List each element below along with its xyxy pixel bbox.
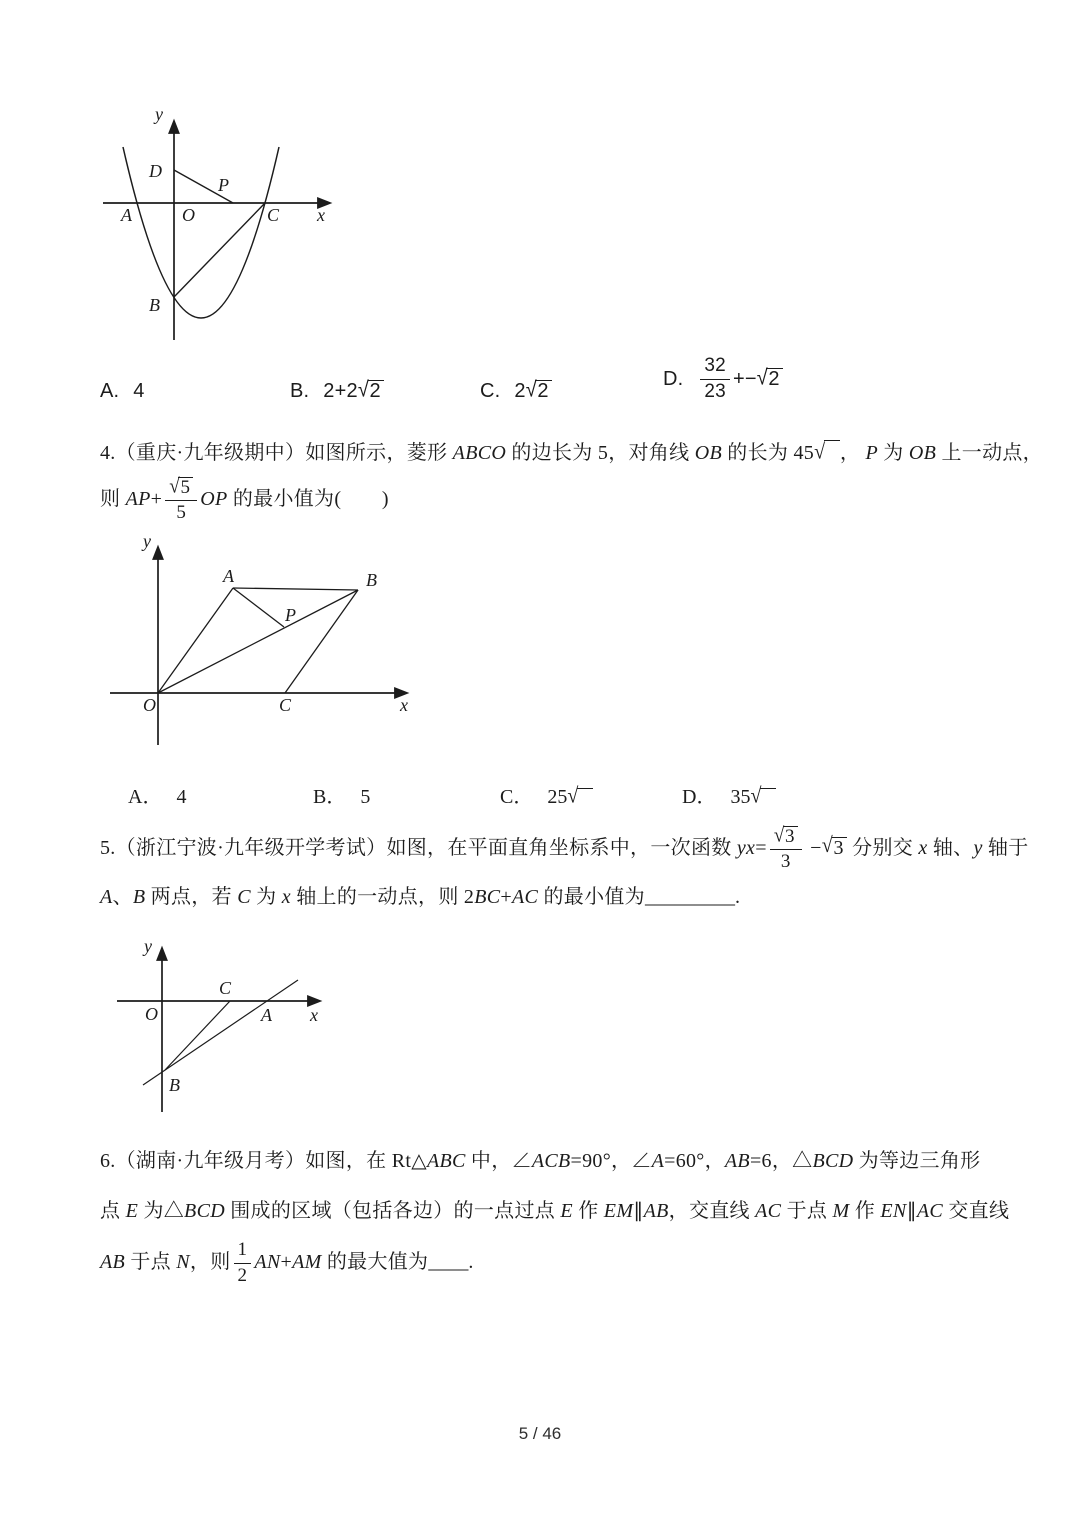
option-3A-label: A. — [100, 380, 120, 402]
math-var: A — [651, 1150, 665, 1172]
label-C: C — [219, 978, 232, 998]
option-4B-label: B． — [313, 786, 347, 808]
sqrt-expression — [756, 365, 783, 391]
question-5-line-2 — [100, 882, 740, 912]
label-A: A — [261, 1005, 272, 1025]
text-run: = — [755, 837, 767, 859]
option-4B-value: 5 — [360, 786, 371, 808]
question-5-line-1 — [100, 818, 1029, 878]
math-var: N — [176, 1251, 190, 1273]
option-3C — [480, 380, 552, 403]
text-run: 5.（浙江宁波·九年级开学考试）如图，在平面直角坐标系中，一次函数 — [100, 837, 737, 859]
label-B: B — [149, 295, 160, 315]
option-3B-label: B. — [290, 380, 310, 402]
segment-OA — [158, 588, 233, 693]
text-run: ，交直线 — [668, 1200, 756, 1222]
math-var: C — [237, 886, 251, 908]
segment-AB — [233, 588, 358, 590]
label-y: y — [143, 531, 151, 551]
text-run: ， — [839, 442, 866, 464]
text-run: 、 — [112, 886, 133, 908]
text-run: 作 — [572, 1200, 604, 1222]
option-4C — [500, 780, 593, 809]
math-var: x — [281, 886, 291, 908]
math-var: B — [132, 886, 146, 908]
math-var: EM — [603, 1200, 634, 1222]
text-run: 于点 — [125, 1251, 177, 1273]
fraction-numerator: 32 — [700, 356, 730, 380]
option-3C-label: C. — [480, 380, 501, 402]
answer-blank: _________ — [644, 886, 735, 908]
math-var: ABCO — [452, 442, 507, 464]
figure-parabola — [93, 100, 345, 348]
math-var: M — [832, 1200, 850, 1222]
label-O: O — [182, 205, 195, 225]
option-4C-label: C． — [500, 786, 534, 808]
text-run: 的最大值为 — [321, 1251, 429, 1273]
text-run: =60°， — [664, 1150, 725, 1172]
text-run: + — [280, 1251, 293, 1273]
radicand: 2 — [368, 380, 384, 402]
radicand: 2 — [535, 380, 551, 402]
radical-vinculum — [760, 788, 776, 806]
sqrt-expression — [526, 380, 552, 403]
option-4C-coef: 25 — [547, 786, 568, 808]
radicand: 5 — [178, 477, 193, 498]
fraction-denominator: 23 — [704, 380, 726, 402]
text-run: − — [804, 837, 822, 859]
fraction-denominator: 2 — [237, 1264, 248, 1286]
math-var: BC — [474, 886, 501, 908]
text-run: 交直线 — [943, 1200, 1010, 1222]
radical-sign: √ — [525, 378, 537, 402]
label-B: B — [169, 1075, 180, 1095]
math-var: AB — [724, 1150, 750, 1172]
text-run: 6.（湖南·九年级月考）如图，在 Rt△ — [100, 1150, 427, 1172]
text-run: 的边长为 5，对角线 — [506, 442, 695, 464]
label-x: x — [310, 1005, 318, 1025]
text-run: 作 — [849, 1200, 881, 1222]
option-4B — [313, 780, 370, 809]
math-var: AB — [643, 1200, 669, 1222]
option-4D-label: D． — [682, 786, 717, 808]
option-3D — [663, 356, 783, 402]
label-C: C — [279, 695, 292, 715]
math-var: OB — [908, 442, 937, 464]
fraction-denominator: 5 — [176, 502, 187, 524]
option-3A-value: 4 — [133, 380, 145, 402]
math-var: E — [560, 1200, 573, 1222]
label-B: B — [366, 570, 377, 590]
math-var: y — [973, 837, 983, 859]
text-run: 为等边三角形 — [853, 1150, 981, 1172]
math-var: P — [865, 442, 878, 464]
option-3A — [100, 380, 145, 403]
text-run: 为△ — [138, 1200, 185, 1222]
math-var: ABC — [426, 1150, 466, 1172]
math-var: OP — [200, 488, 228, 510]
math-var: AN — [254, 1251, 281, 1273]
option-4A-label: A． — [128, 786, 163, 808]
radical-sign: √ — [821, 833, 834, 858]
radical-sign: √ — [814, 439, 826, 464]
fraction-denominator: 3 — [780, 851, 791, 873]
radical-vinculum — [824, 440, 840, 458]
text-run: ∥ — [633, 1200, 644, 1222]
math-var: ACB — [531, 1150, 571, 1172]
text-run: 4.（重庆·九年级期中）如图所示，菱形 — [100, 442, 453, 464]
segment-BC — [165, 1001, 230, 1070]
fraction-numerator: 1 — [234, 1240, 252, 1264]
math-var: yx — [736, 837, 756, 859]
radical-sign: √ — [756, 365, 768, 390]
text-run: 轴于 — [982, 837, 1029, 859]
question-6-line-2 — [100, 1196, 1009, 1226]
math-var: AC — [512, 886, 539, 908]
radical-mark — [567, 786, 592, 809]
text-run: 则 — [100, 488, 126, 510]
math-var: OB — [694, 442, 722, 464]
sqrt-expression — [822, 818, 847, 878]
math-var: A — [100, 886, 113, 908]
text-run: . — [734, 886, 741, 908]
radical-mark — [814, 438, 840, 468]
math-var: AM — [292, 1251, 322, 1273]
option-4A — [128, 780, 186, 809]
parabola-curve — [123, 147, 279, 318]
question-6-line-1 — [100, 1146, 980, 1176]
text-run: 轴上的一动点，则 2 — [290, 886, 475, 908]
radical-mark — [750, 786, 775, 809]
radicand: 2 — [766, 368, 782, 390]
question-4-line-2 — [100, 468, 389, 530]
text-run: + — [150, 488, 163, 510]
question-6-line-3 — [100, 1232, 474, 1292]
sqrt-expression — [169, 477, 193, 499]
math-var: AC — [755, 1200, 782, 1222]
text-run: =6，△ — [749, 1150, 813, 1172]
radical-sign: √ — [169, 475, 180, 498]
label-x: x — [400, 695, 408, 715]
fraction-numerator — [165, 477, 197, 502]
fraction — [770, 826, 802, 873]
fraction — [165, 477, 197, 524]
label-A: A — [121, 205, 132, 225]
text-run: 为 — [878, 442, 909, 464]
label-P: P — [218, 175, 229, 195]
text-run: ∥ — [906, 1200, 917, 1222]
figure-line — [95, 935, 415, 1120]
sqrt-expression — [774, 826, 798, 848]
segment-AP — [233, 588, 284, 627]
label-C: C — [267, 205, 280, 225]
answer-blank: ____ — [428, 1251, 469, 1273]
math-var: AC — [916, 1200, 944, 1222]
option-3B — [290, 380, 384, 403]
question-4-line-1 — [100, 438, 1043, 468]
fraction — [700, 356, 730, 402]
math-var: AB — [100, 1251, 126, 1273]
label-D: D — [149, 161, 162, 181]
text-run: 为 — [250, 886, 282, 908]
option-3C-coef: 2 — [514, 380, 526, 402]
math-var: BCD — [184, 1200, 225, 1222]
label-x: x — [317, 205, 325, 225]
text-run: + — [500, 886, 512, 908]
text-run: 点 — [100, 1200, 126, 1222]
radicand: 3 — [832, 837, 847, 859]
text-run: 分别交 — [846, 837, 919, 859]
option-3D-operator: +− — [732, 367, 757, 390]
math-var: AP — [125, 488, 151, 510]
radical-vinculum — [577, 788, 593, 806]
fraction — [234, 1240, 252, 1286]
label-O: O — [143, 695, 156, 715]
text-run: 的最小值为 — [538, 886, 645, 908]
radical-sign: √ — [773, 824, 785, 847]
radical-sign: √ — [357, 378, 370, 402]
text-run: =90°，∠ — [570, 1150, 652, 1172]
text-run: 的最小值为( ) — [227, 488, 389, 510]
diagonal-OB — [158, 590, 358, 693]
text-run: 两点，若 — [145, 886, 238, 908]
text-run: 的长为 45 — [721, 442, 815, 464]
text-run: 轴、 — [927, 837, 974, 859]
label-y: y — [155, 104, 163, 124]
option-4D-coef: 35 — [730, 786, 751, 808]
math-var: x — [918, 837, 928, 859]
sqrt-expression — [358, 380, 384, 403]
radicand: 3 — [783, 826, 798, 847]
text-run: ，则 — [189, 1251, 231, 1273]
fraction-numerator — [770, 826, 802, 851]
math-var: E — [125, 1200, 139, 1222]
text-run: 围成的区域（包括各边）的一点过点 — [224, 1200, 561, 1222]
text-run: . — [468, 1251, 474, 1273]
text-run: 中，∠ — [465, 1150, 532, 1172]
option-4A-value: 4 — [176, 786, 187, 808]
page-number: 5 / 46 — [518, 1424, 562, 1443]
radical-sign: √ — [750, 784, 762, 808]
option-4D — [682, 780, 776, 809]
figure-rhombus — [100, 530, 430, 760]
math-var: BCD — [812, 1150, 854, 1172]
option-3D-label: D. — [663, 367, 684, 390]
label-A: A — [223, 566, 234, 586]
label-y: y — [144, 936, 152, 956]
option-3B-coef: 2+2 — [323, 380, 358, 402]
math-var: EN — [880, 1200, 907, 1222]
label-O: O — [145, 1004, 158, 1024]
radical-sign: √ — [567, 784, 579, 808]
text-run: 于点 — [781, 1200, 833, 1222]
text-run: 上一动点， — [936, 442, 1043, 464]
label-P: P — [285, 605, 296, 625]
